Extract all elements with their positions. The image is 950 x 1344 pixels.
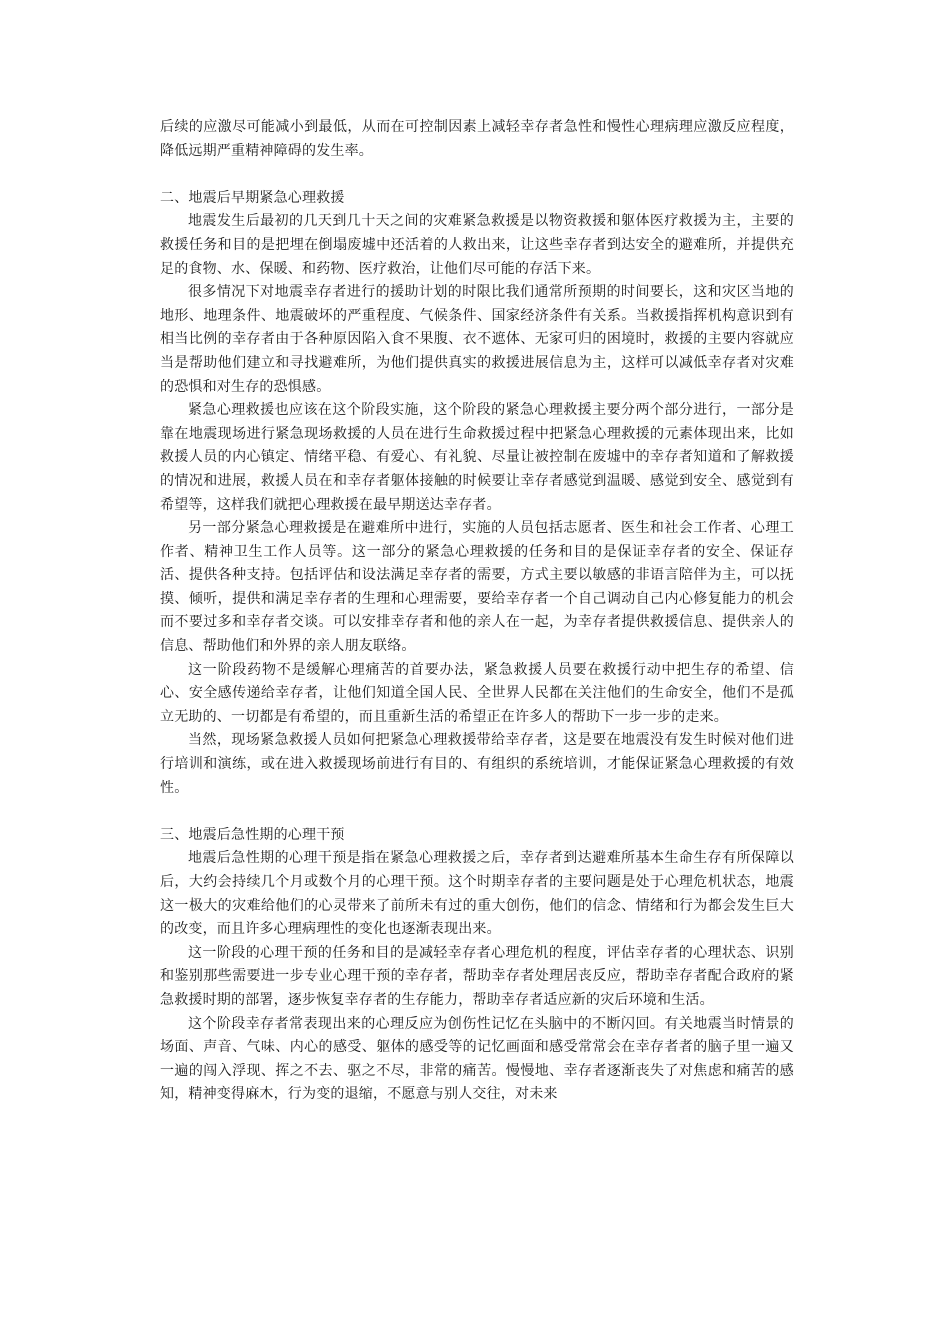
section-3-paragraph-1: 地震后急性期的心理干预是指在紧急心理救援之后，幸存者到达避难所基本生命生存有所保障以后，大约会持续几个月或数个月的心理干预。这个时期幸存者的主要问题是处于心理危机状态，地震这一极大的灾难给他们的心灵带来了前所未有过的重大创伤，他们的信念、情绪和行为都会发生巨大的改变，而且许多心理病理性的变化也逐渐表现出来。: [160, 850, 794, 938]
section-2-paragraph-3: 紧急心理救援也应该在这个阶段实施，这个阶段的紧急心理救援主要分两个部分进行，一部分是靠在地震现场进行紧急现场救援的人员在进行生命救援过程中把紧急心理救援的元素体现出来，比如救援人员的内心镇定、情绪平稳、有爱心、有礼貌、尽量让被控制在废墟中的幸存者知道和了解救援的情况和进展，救援人员在和幸存者躯体接触的时候要让幸存者感觉到温暖、感觉到安全、感觉到有希望等，这样我们就把心理救援在最早期送达幸存者。: [160, 402, 794, 513]
section-3-paragraph-2: 这一阶段的心理干预的任务和目的是减轻幸存者心理危机的程度，评估幸存者的心理状态、识别和鉴别那些需要进一步专业心理干预的幸存者，帮助幸存者处理居丧反应，帮助幸存者配合政府的紧急救援时期的部署，逐步恢复幸存者的生存能力，帮助幸存者适应新的灾后环境和生活。: [160, 944, 794, 1008]
section-2-paragraph-4: 另一部分紧急心理救援是在避难所中进行，实施的人员包括志愿者、医生和社会工作者、心理工作者、精神卫生工作人员等。这一部分的紧急心理救援的任务和目的是保证幸存者的安全、保证存活、提供各种支持。包括评估和设法满足幸存者的需要，方式主要以敏感的非语言陪伴为主，可以抚摸、倾听，提供和满足幸存者的生理和心理需要，要给幸存者一个自己调动自己内心修复能力的机会而不要过多和幸存者交谈。可以安排幸存者和他的亲人在一起，为幸存者提供救援信息、提供亲人的信息、帮助他们和外界的亲人朋友联络。: [160, 520, 794, 655]
section-2-paragraph-5: 这一阶段药物不是缓解心理痛苦的首要办法，紧急救援人员要在救援行动中把生存的希望、信心、安全感传递给幸存者，让他们知道全国人民、全世界人民都在关注他们的生命安全，他们不是孤立无助的、一切都是有希望的，而且重新生活的希望正在许多人的帮助下一步一步的走来。: [160, 661, 794, 725]
section-2-paragraph-2: 很多情况下对地震幸存者进行的援助计划的时限比我们通常所预期的时间要长，这和灾区当地的地形、地理条件、地震破坏的严重程度、气候条件、国家经济条件有关系。当救援指挥机构意识到有相当比例的幸存者由于各种原因陷入食不果腹、衣不遮体、无家可归的困境时，救援的主要内容就应当是帮助他们建立和寻找避难所，为他们提供真实的救援进展信息为主，这样可以减低幸存者对灾难的恐惧和对生存的恐惧感。: [160, 284, 794, 395]
section-2-paragraph-1: 地震发生后最初的几天到几十天之间的灾难紧急救援是以物资救援和躯体医疗救援为主，主要的救援任务和目的是把埋在倒塌废墟中还活着的人救出来，让这些幸存者到达安全的避难所，并提供充足的食物、水、保暖、和药物、医疗救治，让他们尽可能的存活下来。: [160, 213, 794, 277]
section-2-heading: 二、地震后早期紧急心理救援: [160, 189, 345, 206]
section-3-heading: 三、地震后急性期的心理干预: [160, 826, 345, 843]
section-2-paragraph-6: 当然，现场紧急救援人员如何把紧急心理救援带给幸存者，这是要在地震没有发生时候对他们进行培训和演练，或在进入救援现场前进行有目的、有组织的系统培训，才能保证紧急心理救援的有效性。: [160, 732, 794, 796]
section-3-paragraph-3: 这个阶段幸存者常表现出来的心理反应为创伤性记忆在头脑中的不断闪回。有关地震当时情景的场面、声音、气味、内心的感受、躯体的感受等的记忆画面和感受常常会在幸存者者的脑子里一遍又一遍的闯入浮现、挥之不去、驱之不尽，非常的痛苦。慢慢地、幸存者逐渐丧失了对焦虑和痛苦的感知，精神变得麻木，行为变的退缩，不愿意与别人交往，对未来: [160, 1015, 794, 1103]
intro-paragraph: 后续的应激尽可能减小到最低，从而在可控制因素上减轻幸存者急性和慢性心理病理应激反应程度，降低远期严重精神障碍的发生率。: [160, 119, 794, 159]
document-page: [160, 116, 794, 1107]
